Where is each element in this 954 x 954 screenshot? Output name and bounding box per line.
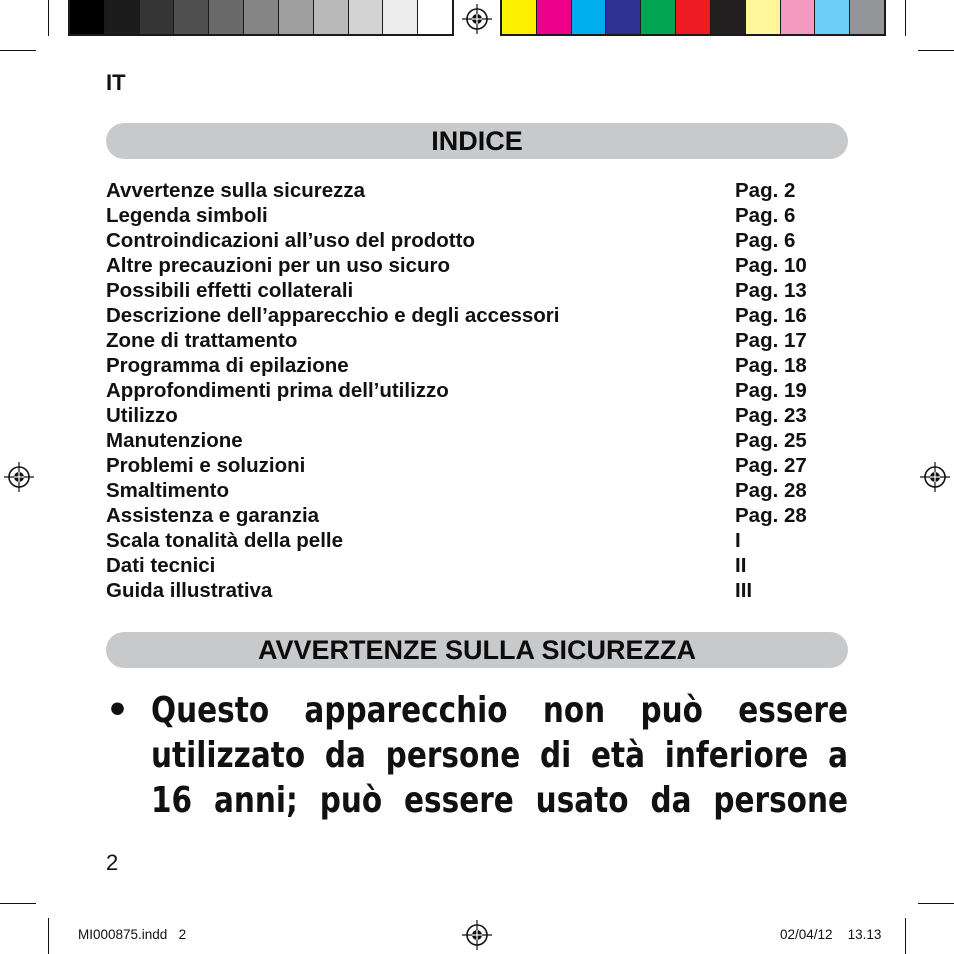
toc-entry-title: Zone di trattamento bbox=[106, 329, 298, 352]
crop-mark bbox=[905, 918, 906, 954]
toc-entry-page: Pag. 18 bbox=[735, 354, 807, 377]
color-swatch bbox=[606, 0, 641, 34]
toc-entry bbox=[106, 503, 848, 528]
toc-entry bbox=[106, 528, 848, 553]
toc-entry-title: Legenda simboli bbox=[106, 204, 268, 227]
toc-entry-page: Pag. 28 bbox=[735, 504, 807, 527]
color-swatch bbox=[70, 0, 105, 34]
toc-entry bbox=[106, 378, 848, 403]
registration-mark-icon bbox=[462, 920, 492, 950]
toc-entry-page: I bbox=[735, 529, 741, 552]
section-heading: AVVERTENZE SULLA SICUREZZA bbox=[257, 634, 696, 665]
bullet-body bbox=[151, 688, 848, 823]
bullet-line: utilizzato da persone di età inferiore a bbox=[151, 735, 848, 776]
crop-mark bbox=[48, 918, 49, 954]
footer-datetime bbox=[780, 927, 881, 942]
toc-entry bbox=[106, 203, 848, 228]
color-swatch bbox=[850, 0, 884, 34]
registration-mark-icon bbox=[462, 4, 492, 34]
color-swatch bbox=[140, 0, 175, 34]
toc-entry-title: Dati tecnici bbox=[106, 554, 216, 577]
toc-entry bbox=[106, 178, 848, 203]
toc-entry-page: Pag. 17 bbox=[735, 329, 807, 352]
color-swatch bbox=[105, 0, 140, 34]
toc-entry bbox=[106, 553, 848, 578]
footer-page: 2 bbox=[178, 927, 187, 942]
toc-heading: INDICE bbox=[431, 125, 523, 156]
toc-entry-title: Manutenzione bbox=[106, 429, 243, 452]
toc-entry-page: Pag. 6 bbox=[735, 229, 796, 252]
toc-entry-title: Approfondimenti prima dell’utilizzo bbox=[106, 379, 449, 402]
crop-mark bbox=[0, 903, 36, 904]
color-swatch bbox=[502, 0, 537, 34]
color-swatch bbox=[815, 0, 850, 34]
bullet-icon: • bbox=[106, 690, 130, 731]
toc-entry bbox=[106, 578, 848, 603]
toc-entry-title: Problemi e soluzioni bbox=[106, 454, 306, 477]
crop-mark bbox=[918, 50, 954, 51]
toc-entry-page: Pag. 23 bbox=[735, 404, 807, 427]
toc-entry bbox=[106, 453, 848, 478]
crop-mark bbox=[0, 50, 36, 51]
color-swatch bbox=[711, 0, 746, 34]
color-swatch bbox=[641, 0, 676, 34]
color-swatch bbox=[537, 0, 572, 34]
footer-time: 13.13 bbox=[847, 927, 882, 942]
toc-entry bbox=[106, 253, 848, 278]
toc-entry-page: Pag. 27 bbox=[735, 454, 807, 477]
process-color-bar bbox=[500, 0, 886, 36]
toc-entry-page: Pag. 10 bbox=[735, 254, 807, 277]
language-code: IT bbox=[106, 70, 126, 95]
color-swatch bbox=[781, 0, 816, 34]
toc-entry bbox=[106, 303, 848, 328]
color-swatch bbox=[174, 0, 209, 34]
section-heading-bar bbox=[106, 632, 848, 668]
toc-entry-title: Scala tonalità della pelle bbox=[106, 529, 343, 552]
toc-entry-page: Pag. 13 bbox=[735, 279, 807, 302]
toc-entry-page: Pag. 25 bbox=[735, 429, 807, 452]
toc-entry-page: II bbox=[735, 554, 747, 577]
toc-entry bbox=[106, 328, 848, 353]
toc-entry-title: Avvertenze sulla sicurezza bbox=[106, 179, 366, 202]
bullet-line: 16 anni; può essere usato da persone bbox=[151, 780, 848, 821]
bullet-line: Questo apparecchio non può essere bbox=[151, 690, 848, 731]
table-of-contents bbox=[106, 178, 848, 603]
toc-entry-page: Pag. 16 bbox=[735, 304, 807, 327]
footer-file: MI000875.indd bbox=[78, 927, 168, 942]
color-swatch bbox=[676, 0, 711, 34]
color-swatch bbox=[209, 0, 244, 34]
crop-mark bbox=[48, 0, 49, 36]
toc-entry-title: Guida illustrativa bbox=[106, 579, 273, 602]
crop-mark bbox=[905, 0, 906, 36]
toc-entry-title: Altre precauzioni per un uso sicuro bbox=[106, 254, 451, 277]
footer-date: 02/04/12 bbox=[780, 927, 833, 942]
toc-entry-title: Descrizione dell’apparecchio e degli accessori bbox=[106, 304, 560, 327]
color-swatch bbox=[314, 0, 349, 34]
toc-entry-title: Controindicazioni all’uso del prodotto bbox=[106, 229, 475, 252]
toc-entry bbox=[106, 353, 848, 378]
toc-entry-page: III bbox=[735, 579, 753, 602]
registration-mark-icon bbox=[4, 462, 34, 492]
toc-entry-title: Assistenza e garanzia bbox=[106, 504, 320, 527]
toc-entry-title: Possibili effetti collaterali bbox=[106, 279, 354, 302]
toc-heading-bar bbox=[106, 123, 848, 159]
toc-entry bbox=[106, 478, 848, 503]
color-swatch bbox=[746, 0, 781, 34]
toc-entry-page: Pag. 6 bbox=[735, 204, 796, 227]
footer-filename bbox=[78, 927, 186, 942]
color-swatch bbox=[572, 0, 607, 34]
toc-entry-title: Utilizzo bbox=[106, 404, 178, 427]
page-number: 2 bbox=[106, 850, 119, 875]
toc-entry-page: Pag. 19 bbox=[735, 379, 807, 402]
registration-mark-icon bbox=[920, 462, 950, 492]
crop-mark bbox=[918, 903, 954, 904]
color-swatch bbox=[418, 0, 452, 34]
color-swatch bbox=[279, 0, 314, 34]
color-swatch bbox=[383, 0, 418, 34]
color-swatch bbox=[349, 0, 384, 34]
toc-entry bbox=[106, 403, 848, 428]
safety-bullet bbox=[106, 688, 848, 823]
toc-entry-page: Pag. 2 bbox=[735, 179, 796, 202]
toc-entry bbox=[106, 428, 848, 453]
toc-entry bbox=[106, 228, 848, 253]
toc-entry-title: Smaltimento bbox=[106, 479, 230, 502]
toc-entry bbox=[106, 278, 848, 303]
toc-entry-page: Pag. 28 bbox=[735, 479, 807, 502]
color-swatch bbox=[244, 0, 279, 34]
toc-entry-title: Programma di epilazione bbox=[106, 354, 349, 377]
grayscale-color-bar bbox=[68, 0, 454, 36]
